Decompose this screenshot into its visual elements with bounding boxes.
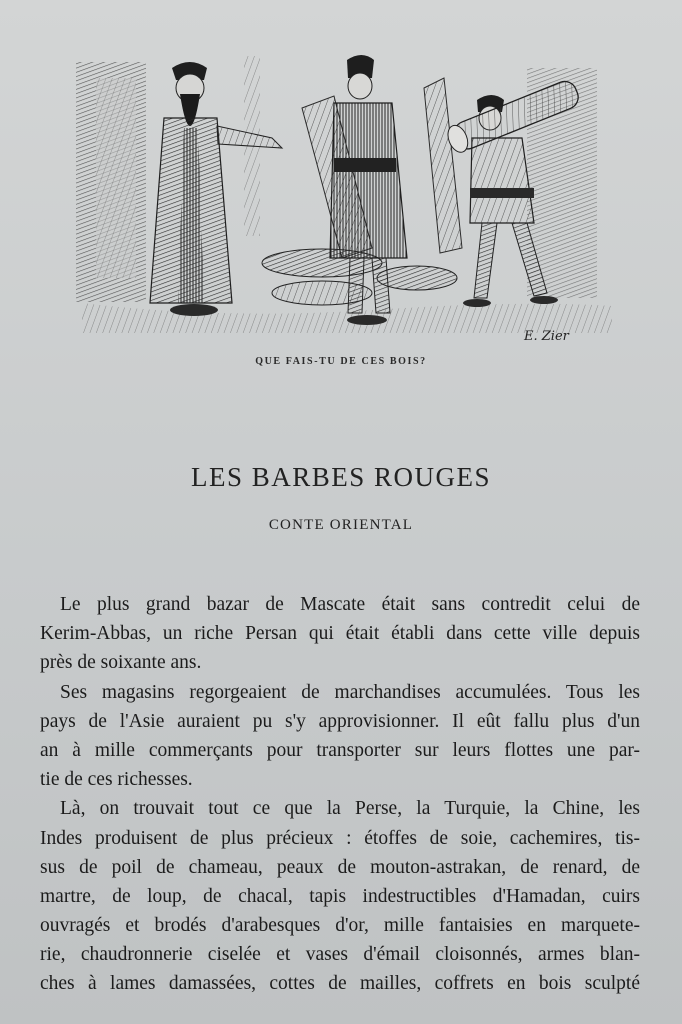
engraving-illustration (72, 48, 612, 348)
text-line: près de soixante ans. (40, 652, 202, 674)
text-line: Ses magasins regorgeaient de marchandises accumulées. Tous les (60, 681, 640, 703)
text-line: Kerim-Abbas, un riche Persan qui était établi dans cette ville depuis (40, 623, 640, 645)
story-subtitle: CONTE ORIENTAL (268, 517, 414, 533)
paragraph (40, 678, 640, 795)
illustration-signature: E. Zier (524, 329, 569, 344)
text-line: pays de l'Asie auraient pu s'y approvisionner. Il eût fallu plus d'un (40, 710, 640, 732)
text-line: sus de poil de chameau, peaux de mouton-astrakan, de renard, de (40, 856, 640, 878)
text-line: ouvragés et brodés d'arabesques d'or, mille fantaisies en marquete- (40, 915, 640, 937)
paragraph (40, 794, 640, 998)
text-line: tie de ces richesses. (40, 769, 193, 791)
paragraph (40, 590, 640, 678)
story-body (40, 590, 640, 999)
text-line: Le plus grand bazar de Mascate était sans contredit celui de (60, 594, 640, 615)
story-title: LES BARBES ROUGES (190, 462, 492, 492)
text-line: ches à lames damassées, cottes de mailles, coffrets en bois sculpté (40, 973, 640, 995)
text-line: rie, chaudronnerie ciselée et vases d'émail cloisonnés, armes blan- (40, 944, 640, 966)
text-line: martre, de loup, de chacal, tapis indestructibles d'Hamadan, cuirs (40, 885, 640, 907)
text-line: Indes produisent de plus précieux : étoffes de soie, cachemires, tis- (40, 827, 640, 849)
illustration-caption: QUE FAIS-TU DE CES BOIS? (255, 356, 427, 367)
text-line: Là, on trouvait tout ce que la Perse, la Turquie, la Chine, les (60, 798, 640, 820)
text-line: an à mille commerçants pour transporter sur leurs flottes une par- (40, 739, 640, 761)
